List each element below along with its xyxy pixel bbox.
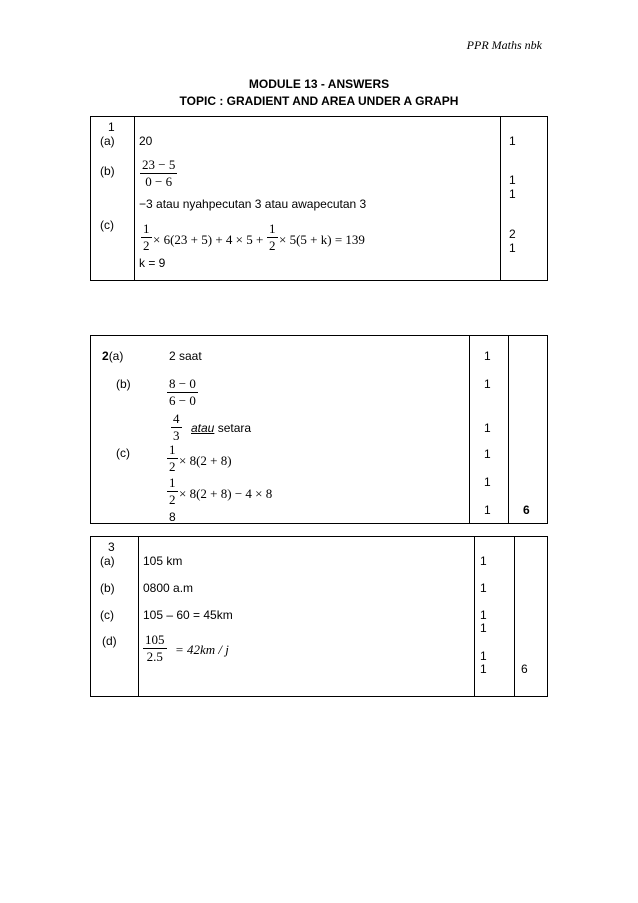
mark: 1	[484, 503, 491, 517]
part-label-c: (c)	[116, 446, 130, 460]
expression-c-line2: × 8(2 + 8) − 4 × 8	[179, 486, 273, 501]
fraction-b	[167, 376, 198, 409]
part-label-c: (c)	[100, 608, 114, 622]
question-number: 2	[102, 349, 109, 363]
module-title: MODULE 13 - ANSWERS	[248, 77, 390, 91]
fraction-half	[267, 221, 278, 254]
fraction-denominator: 0 − 6	[145, 174, 173, 189]
fraction-denominator: 6 − 0	[169, 393, 196, 408]
part-label-b: (b)	[100, 581, 115, 595]
total-marks: 6	[521, 662, 528, 676]
part-label-a	[102, 349, 123, 363]
question-3-box	[90, 536, 548, 697]
fraction-b2	[171, 411, 182, 444]
fraction-d	[143, 632, 167, 665]
divider	[134, 117, 135, 280]
divider	[469, 336, 470, 523]
answer-b-text	[191, 421, 251, 435]
mark: 1	[480, 608, 487, 622]
answer-a: 2 saat	[169, 349, 202, 363]
expression-c-part2: × 5(5 + k) = 139	[279, 232, 365, 247]
answer-b: 0800 a.m	[143, 581, 194, 595]
fraction-b	[140, 157, 177, 190]
mark: 1	[509, 187, 516, 201]
mark: 1	[484, 421, 491, 435]
fraction-numerator: 4	[173, 411, 180, 426]
divider	[508, 336, 509, 523]
mark: 1	[484, 349, 491, 363]
atau-word: atau	[191, 421, 215, 435]
answer-c: 105 – 60 = 45km	[143, 608, 233, 622]
mark: 1	[480, 649, 487, 663]
fraction-numerator: 1	[169, 442, 176, 457]
divider	[138, 537, 139, 696]
mark: 1	[480, 554, 487, 568]
header-text: PPR Maths nbk	[466, 38, 542, 52]
answer-b: −3 atau nyahpecutan 3 atau awapecutan 3	[139, 197, 367, 211]
answer-d: = 42km / j	[175, 642, 229, 657]
mark: 1	[509, 134, 516, 148]
fraction-numerator: 1	[269, 221, 276, 236]
part-label-b: (b)	[116, 377, 131, 391]
part-label-a: (a)	[100, 554, 115, 568]
fraction-denominator: 2.5	[146, 649, 163, 664]
setara-word: setara	[214, 421, 252, 435]
answer-a: 20	[139, 134, 153, 148]
fraction-denominator: 2	[269, 238, 276, 253]
fraction-numerator: 105	[145, 632, 165, 647]
mark: 2	[509, 227, 516, 241]
fraction-denominator: 2	[169, 492, 176, 507]
fraction-numerator: 23 − 5	[142, 157, 176, 172]
mark: 1	[509, 173, 516, 187]
topic-title: TOPIC : GRADIENT AND AREA UNDER A GRAPH	[179, 94, 459, 108]
mark: 1	[509, 241, 516, 255]
expression-c-part1: × 6(23 + 5) + 4 × 5 +	[153, 232, 264, 247]
answer-c: 8	[169, 510, 176, 524]
answer-a: 105 km	[143, 554, 183, 568]
fraction-half	[167, 475, 178, 508]
mark: 1	[480, 621, 487, 635]
question-2-box	[90, 335, 548, 524]
fraction-numerator: 1	[143, 221, 150, 236]
mark: 1	[484, 377, 491, 391]
total-marks: 6	[523, 503, 530, 517]
part-label-c: (c)	[100, 218, 114, 232]
fraction-numerator: 8 − 0	[169, 376, 196, 391]
fraction-half	[167, 442, 178, 475]
question-number: 3	[108, 540, 115, 554]
fraction-denominator: 2	[143, 238, 150, 253]
mark: 1	[480, 662, 487, 676]
part-label-b: (b)	[100, 164, 115, 178]
expression-c-line1: × 8(2 + 8)	[179, 453, 232, 468]
fraction-half	[141, 221, 152, 254]
fraction-denominator: 3	[173, 428, 180, 443]
divider	[500, 117, 501, 280]
mark: 1	[484, 475, 491, 489]
fraction-numerator: 1	[169, 475, 176, 490]
part-label-a: (a)	[100, 134, 115, 148]
part-label-a-text: (a)	[108, 349, 124, 363]
question-1-box	[90, 116, 548, 281]
fraction-denominator: 2	[169, 459, 176, 474]
mark: 1	[484, 447, 491, 461]
part-label-d: (d)	[102, 634, 117, 648]
mark: 1	[480, 581, 487, 595]
answer-c: k = 9	[139, 256, 166, 270]
divider	[514, 537, 515, 696]
divider	[474, 537, 475, 696]
question-number: 1	[108, 120, 115, 134]
